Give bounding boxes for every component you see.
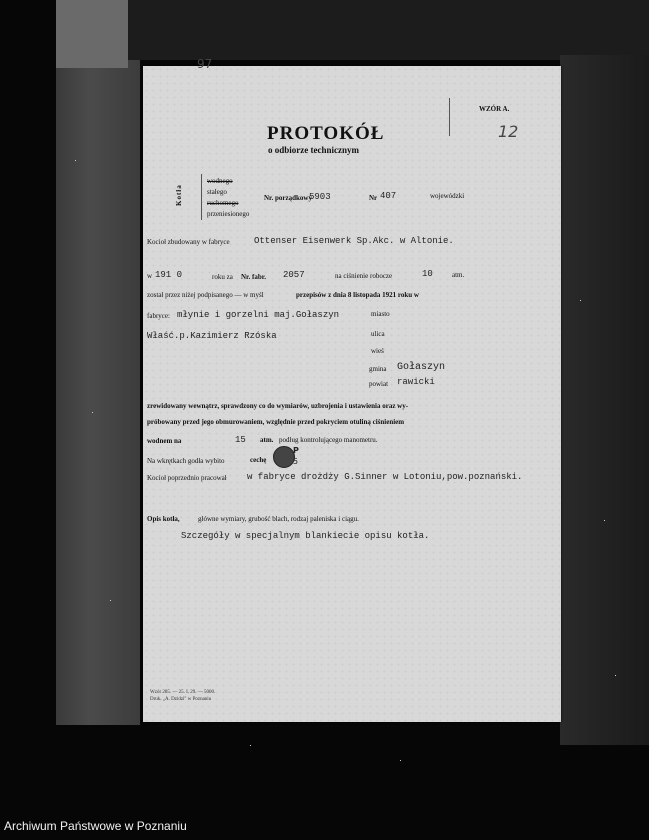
dust-speck	[604, 520, 605, 521]
nr-fabr-label: Nr. fabr.	[241, 273, 266, 281]
pressure-label: na ciśnienie robocze	[335, 272, 393, 280]
year-label: roku za	[212, 273, 233, 281]
dust-speck	[110, 600, 111, 601]
nr-porzadkowy-label: Nr. porządkowy	[264, 194, 312, 202]
nr-fabr-value: 2057	[283, 270, 305, 280]
dark-board	[128, 0, 649, 60]
cecha-label: cechę	[250, 456, 267, 464]
margin-rule	[449, 98, 450, 136]
right-edge	[560, 55, 649, 745]
back-sheet	[56, 0, 140, 725]
stamp-subscript: 5	[293, 457, 299, 466]
document-title: PROTOKÓŁ	[267, 123, 385, 144]
opis-label: Opis kotła,	[147, 515, 180, 523]
nr-label: Nr	[369, 194, 378, 202]
back-sheet-top	[56, 0, 128, 68]
pressure-unit: atm.	[452, 271, 465, 279]
powiat-label: powiat	[369, 380, 389, 388]
printer-line-2: Druk. „A. Dzidzi" w Poznaniu	[150, 697, 212, 702]
year-value: 191 0	[155, 270, 183, 280]
opis-description: główne wymiary, grubość blach, rodzaj paleniska i ciągu.	[198, 515, 359, 523]
stamp-letters: P	[293, 446, 299, 455]
kotla-vertical-label: Kotła	[175, 184, 183, 206]
nr-porzadkowy-value: 5903	[309, 192, 331, 202]
inspection-text-line-2: próbowany przed jego obmurowaniem, względnie przed pokryciem otuliną ciśnieniem	[147, 418, 405, 426]
wodnem-label: wodnem na	[147, 437, 182, 445]
previous-work-label: Kocioł poprzednio pracował	[147, 474, 227, 482]
fabryce-value: młynie i gorzelni maj.Gołaszyn	[177, 310, 340, 320]
pressure-value: 10	[422, 269, 433, 279]
year-prefix: w	[147, 272, 153, 280]
inspection-text-line-1: zrewidowany wewnątrz, sprawdzony co do wymiarów, uzbrojenia i ustawienia oraz wy-	[147, 402, 409, 410]
ulica-label: ulica	[371, 330, 385, 338]
built-label: Kocioł zbudowany w fabryce	[147, 238, 230, 246]
archive-footer-label: Archiwum Państwowe w Poznaniu	[4, 819, 187, 833]
regulation-text: został przez niżej podpisanego — w myśl	[147, 291, 264, 299]
details-note: Szczegóły w specjalnym blankiecie opisu kotła.	[181, 531, 430, 541]
document-subtitle: o odbiorze technicznym	[268, 145, 359, 155]
dust-speck	[250, 745, 251, 746]
wodnem-value: 15	[235, 435, 246, 445]
powiat-value: rawicki	[397, 377, 435, 387]
manometer-label: podług kontrolującego manometru.	[279, 436, 378, 444]
previous-work-value: w fabryce drożdży G.Sinner w Lotoniu,pow.poznański.	[247, 472, 523, 482]
gmina-label: gmina	[369, 365, 387, 373]
boiler-type-przeniesionego: przeniesionego	[207, 210, 250, 218]
wzor-label: WZÓR A.	[479, 105, 510, 113]
boiler-type-bracket	[201, 174, 202, 220]
gmina-value: Gołaszyn	[397, 362, 446, 373]
boiler-mark-stamp	[273, 446, 295, 468]
dust-speck	[615, 675, 616, 676]
nr-value: 407	[380, 191, 397, 201]
boiler-type-ruchomego: ruchomego	[207, 199, 239, 207]
wies-label: wieś	[371, 347, 384, 355]
owner-value: Właść.p.Kazimierz Rzóska	[147, 331, 277, 341]
boiler-type-stalego: stałego	[207, 188, 227, 196]
dust-speck	[580, 300, 581, 301]
boiler-type-wodnego: wodnego	[207, 177, 233, 185]
handwritten-document-number: 12	[498, 122, 519, 141]
dust-speck	[92, 412, 93, 413]
dust-speck	[75, 160, 76, 161]
miasto-label: miasto	[371, 310, 390, 318]
wojewodzki-label: wojewódzki	[430, 192, 465, 200]
regulation-date: przepisów z dnia 8 listopada 1921 roku w	[296, 291, 419, 299]
fabryce-label: fabryce:	[147, 312, 170, 320]
built-value: Ottenser Eisenwerk Sp.Akc. w Altonie.	[254, 236, 454, 246]
wodnem-unit: atm.	[260, 436, 274, 444]
handwritten-top-number: 97	[197, 57, 213, 71]
printer-line-1: Wzór 285. — 25. I. 29. — 5000.	[150, 690, 216, 695]
protocol-page	[143, 57, 561, 722]
dust-speck	[400, 760, 401, 761]
wkretkach-label: Na wkrętkach godła wybito	[147, 457, 225, 465]
